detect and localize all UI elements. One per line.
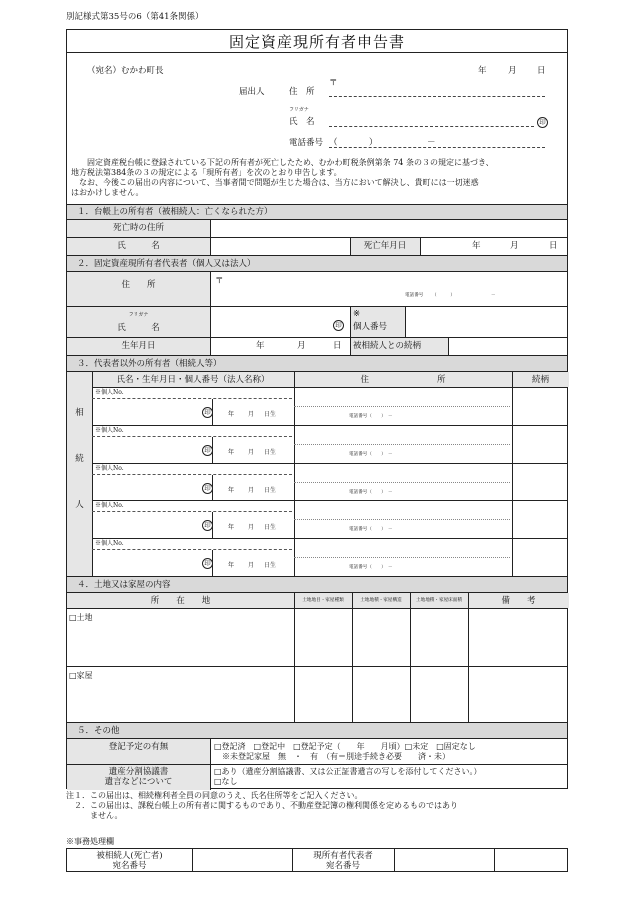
s5-reg-line2[interactable]: ※未登記家屋 無 ・ 有 （有＝別途手続き必要 済・未） xyxy=(222,752,450,761)
intro-line-2: 地方税法第384条の３の規定による「現所有者」を次のとおり申告します。 xyxy=(71,168,342,177)
s3-row-month: 月 xyxy=(248,524,255,532)
s3-row-name-date-divider xyxy=(212,475,213,501)
office-label2a: 現所有者代表者 xyxy=(313,851,373,861)
s3-row-seal-icon: 印 xyxy=(202,520,213,531)
applicant-name-label: 氏 名 xyxy=(289,117,315,127)
s3-row-year: 年 xyxy=(228,448,235,456)
s3-row-seal-icon: 印 xyxy=(202,558,213,569)
office-title: ※事務処理欄 xyxy=(66,837,114,846)
s3-row-seal-icon: 印 xyxy=(202,407,213,418)
s5-estate-line2[interactable]: □なし xyxy=(214,777,238,786)
s3-row-divider xyxy=(92,398,292,399)
s2-note-mark: ※ xyxy=(353,309,361,319)
s5-estate-label2: 遺言などについて xyxy=(104,777,173,787)
s1-address-label: 死亡時の住所 xyxy=(112,223,164,233)
s3-header-name: 氏名・生年月日・個人番号（法人名称） xyxy=(116,375,270,385)
office-label2b: 宛名番号 xyxy=(325,861,360,871)
s3-row-year: 年 xyxy=(228,486,235,494)
s3-header-address: 住 所 xyxy=(360,375,446,385)
s3-row-name-date-divider xyxy=(212,512,213,538)
applicant-postal-mark: 〒 xyxy=(329,78,338,88)
applicant-phone-close: ） xyxy=(369,138,378,148)
section3-title: ３．代表者以外の所有者（相続人等） xyxy=(77,359,222,369)
s2-day: 日 xyxy=(333,341,342,351)
s3-row-seal-icon: 印 xyxy=(202,445,213,456)
s3-row-divider xyxy=(92,511,292,512)
s3-row-phone: 電話番号（ ） － xyxy=(349,489,393,495)
applicant-address-label: 住 所 xyxy=(289,87,315,97)
s3-row-divider xyxy=(92,436,292,437)
applicant-seal-icon: 印 xyxy=(537,117,548,128)
s3-row-personal-no: ※個人No. xyxy=(95,502,124,510)
applicant-address-field[interactable] xyxy=(329,96,545,97)
s3-row-border xyxy=(92,463,567,464)
intro-line-3: なお、今後この届出の内容について、当事者間で問題が生じた場合は、当方において解決し、貴町には一切迷惑 xyxy=(79,178,479,187)
s2-phone-label: 電話番号 xyxy=(405,293,424,298)
office-label1b: 宛名番号 xyxy=(112,861,147,871)
s2-address-label: 住 所 xyxy=(121,280,156,290)
s5-estate-label1: 遺産分割協議書 xyxy=(108,767,169,777)
s3-row-month: 月 xyxy=(248,486,255,494)
s3-row-divider xyxy=(92,474,292,475)
s2-name-label: 氏 名 xyxy=(117,323,160,333)
s5-estate-line1[interactable]: □あり（遺産分割協議書、又は公正証書遺言の写しを添付してください。） xyxy=(214,767,482,776)
date-month: 月 xyxy=(508,66,517,76)
s3-row-border xyxy=(92,500,567,501)
s2-month: 月 xyxy=(297,341,306,351)
s2-personal-number-label: 個人番号 xyxy=(353,322,388,332)
s3-side-label-3: 人 xyxy=(75,500,84,510)
s2-postal-mark: 〒 xyxy=(215,276,224,286)
s3-row-personal-no: ※個人No. xyxy=(95,540,124,548)
s4-header-location: 所 在 地 xyxy=(150,596,211,606)
s5-reg-line1[interactable]: □登記済 □登記中 □登記予定（ 年 月頃）□未定 □固定なし xyxy=(214,742,476,751)
s3-side-label-2: 続 xyxy=(75,454,84,464)
s3-row-phone: 電話番号（ ） － xyxy=(349,527,393,533)
s3-row-address-divider xyxy=(294,557,510,558)
date-day: 日 xyxy=(537,66,546,76)
s2-phone-dash: － xyxy=(491,293,496,298)
s4-land-checkbox[interactable]: □土地 xyxy=(69,613,93,622)
addressee: （宛名）むかわ町長 xyxy=(87,66,164,76)
intro-line-4: はおかけしません。 xyxy=(71,188,144,197)
s3-row-personal-no: ※個人No. xyxy=(95,426,124,434)
s3-row-phone: 電話番号（ ） － xyxy=(349,451,393,457)
s3-row-name-date-divider xyxy=(212,550,213,576)
office-label1a: 被相続人(死亡者) xyxy=(96,851,163,861)
date-year: 年 xyxy=(478,66,487,76)
s1-name-label: 氏 名 xyxy=(117,241,160,251)
intro-text xyxy=(71,158,567,198)
s5-reg-label: 登記予定の有無 xyxy=(108,742,169,752)
s4-house-checkbox[interactable]: □家屋 xyxy=(69,671,93,680)
s4-header-c1: 土地地目・家屋種類 xyxy=(302,598,344,603)
s3-row-address-divider xyxy=(294,519,510,520)
applicant-label: 届出人 xyxy=(239,87,265,97)
s3-row-year: 年 xyxy=(228,524,235,532)
s4-header-c3: 土地地積・家屋床面積 xyxy=(416,598,462,603)
s3-row-personal-no: ※個人No. xyxy=(95,464,124,472)
s4-header-c2: 土地地積・家屋構造 xyxy=(360,598,402,603)
intro-line-1: 固定資産税台帳に登録されている下記の所有者が死亡したため、むかわ町税条例第条 74 条の３の規定に基づき、 xyxy=(87,158,494,167)
section1-title: １．台帳上の所有者（被相続人：亡くなられた方） xyxy=(77,207,273,217)
s3-row-month: 月 xyxy=(248,448,255,456)
s1-month: 月 xyxy=(510,241,519,251)
s3-row-phone: 電話番号（ ） － xyxy=(349,414,393,419)
s2-seal-icon: 印 xyxy=(333,320,344,331)
s1-year: 年 xyxy=(472,241,481,251)
applicant-name-field[interactable] xyxy=(329,126,534,127)
applicant-furigana: フリガナ xyxy=(289,107,309,113)
s3-row-address-divider xyxy=(294,482,510,483)
note-2: ２．この届出は、課税台帳上の所有者に関するものであり、不動産登記簿の権利関係を定めるものではあり xyxy=(66,801,458,810)
s2-phone-paren: （ ） xyxy=(432,293,455,298)
s3-row-name-date-divider xyxy=(212,399,213,425)
s1-day: 日 xyxy=(549,241,558,251)
form-frame xyxy=(66,29,568,789)
s2-year: 年 xyxy=(256,341,265,351)
applicant-phone-open: （ xyxy=(329,138,338,148)
s3-row-personal-no: ※個人No. xyxy=(95,389,124,396)
applicant-phone-field[interactable] xyxy=(329,147,545,148)
s3-row-year: 年 xyxy=(228,562,235,570)
note-3: ません。 xyxy=(66,811,123,820)
s3-row-name-date-divider xyxy=(212,437,213,463)
applicant-phone-label: 電話番号 xyxy=(289,138,324,148)
s3-row-border xyxy=(92,425,567,426)
form-number: 別記様式第35号の6（第41条関係） xyxy=(66,12,204,22)
applicant-phone-dash: － xyxy=(427,138,436,148)
s3-row-phone: 電話番号（ ） － xyxy=(349,565,393,571)
s3-row-seal-icon: 印 xyxy=(202,483,213,494)
section5-title: ５．その他 xyxy=(77,726,120,736)
section2-title: ２．固定資産現所有者代表者（個人又は法人） xyxy=(77,259,256,269)
section4-title: ４．土地又は家屋の内容 xyxy=(77,580,171,590)
s3-row-divider xyxy=(92,549,292,550)
note-1: 注１．この届出は、相続権利者全員の同意のうえ、氏名住所等をご記入ください。 xyxy=(66,791,363,800)
s3-row-year: 年 xyxy=(228,411,235,418)
s3-row-day: 日生 xyxy=(264,524,277,532)
s3-header-relation: 続柄 xyxy=(531,375,549,385)
s3-row-address-divider xyxy=(294,444,510,445)
s3-side-label-1: 相 xyxy=(75,408,84,418)
office-box xyxy=(66,848,568,872)
s3-row-day: 日生 xyxy=(264,562,277,570)
s2-birth-label: 生年月日 xyxy=(121,341,156,351)
s2-relation-label: 被相続人との続柄 xyxy=(353,341,422,351)
s3-row-month: 月 xyxy=(248,411,255,418)
s1-death-date-label: 死亡年月日 xyxy=(363,241,407,251)
s3-row-address-divider xyxy=(294,406,510,407)
notes xyxy=(66,791,458,821)
s3-row-day: 日生 xyxy=(264,448,277,456)
s2-furigana: フリガナ xyxy=(128,312,149,318)
s3-row-month: 月 xyxy=(248,562,255,570)
s3-row-border xyxy=(92,538,567,539)
s3-row-day: 日生 xyxy=(264,411,277,418)
s4-header-remarks: 備 考 xyxy=(501,596,536,606)
page-title: 固定資産現所有者申告書 xyxy=(228,33,405,51)
s3-row-day: 日生 xyxy=(264,486,277,494)
